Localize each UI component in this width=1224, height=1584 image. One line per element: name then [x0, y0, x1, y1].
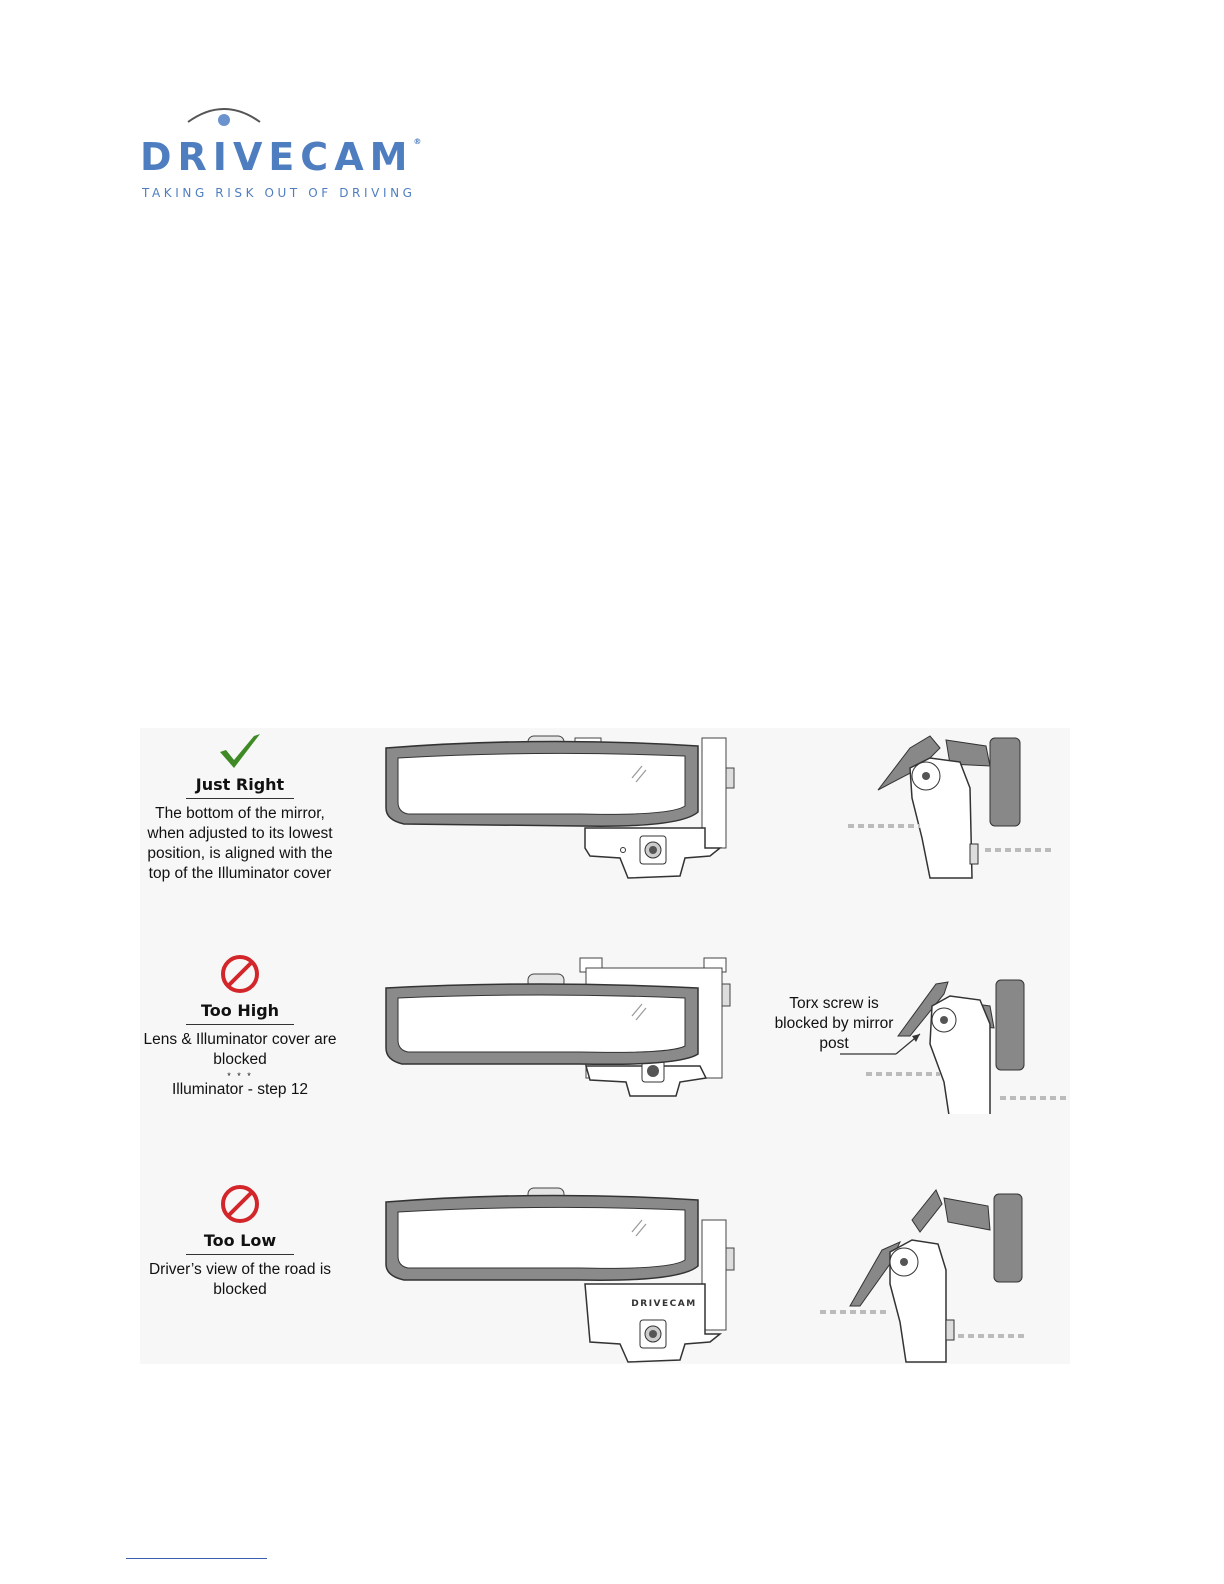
checkmark-icon — [218, 732, 262, 776]
mirror-side-view — [820, 1184, 1070, 1364]
footnote-too-high — [140, 1072, 340, 1100]
prohibited-icon — [218, 1184, 262, 1228]
mirror-front-view — [380, 1184, 740, 1364]
mirror-side-view — [840, 728, 1070, 888]
mirror-front-view — [380, 728, 740, 888]
logo-arc-icon — [184, 100, 264, 130]
torx-screw-note: Torx screw is blocked by mirror post — [774, 995, 894, 1052]
logo-wordmark: DRIVECAM® — [140, 135, 422, 179]
heading-too-low: Too Low — [186, 1232, 294, 1255]
row-label — [140, 954, 340, 1154]
footer-link-underline[interactable] — [126, 1558, 267, 1559]
camera-brand-label: DRIVECAM — [631, 1299, 697, 1309]
row-too-high — [140, 954, 1070, 1154]
row-label — [140, 728, 340, 928]
desc-just-right: The bottom of the mirror, when adjusted to its lowest position, is aligned with the top of the Illuminator cover — [147, 805, 333, 882]
desc-too-high: Lens & Illuminator cover are blocked — [143, 1031, 337, 1068]
desc-too-low: Driver’s view of the road is blocked — [148, 1261, 332, 1298]
row-just-right — [140, 728, 1070, 928]
heading-just-right: Just Right — [186, 776, 294, 799]
drivecam-logo — [140, 100, 440, 210]
row-too-low — [140, 1184, 1070, 1384]
heading-too-high: Too High — [186, 1002, 294, 1025]
logo-tagline: TAKING RISK OUT OF DRIVING — [142, 186, 416, 200]
row-label — [140, 1184, 340, 1384]
footnote-stars: * * * — [227, 1071, 253, 1081]
mirror-front-view — [380, 954, 740, 1114]
prohibited-icon — [218, 954, 262, 998]
mirror-alignment-figure — [140, 728, 1070, 1364]
footnote-text: Illuminator - step 12 — [171, 1081, 309, 1098]
